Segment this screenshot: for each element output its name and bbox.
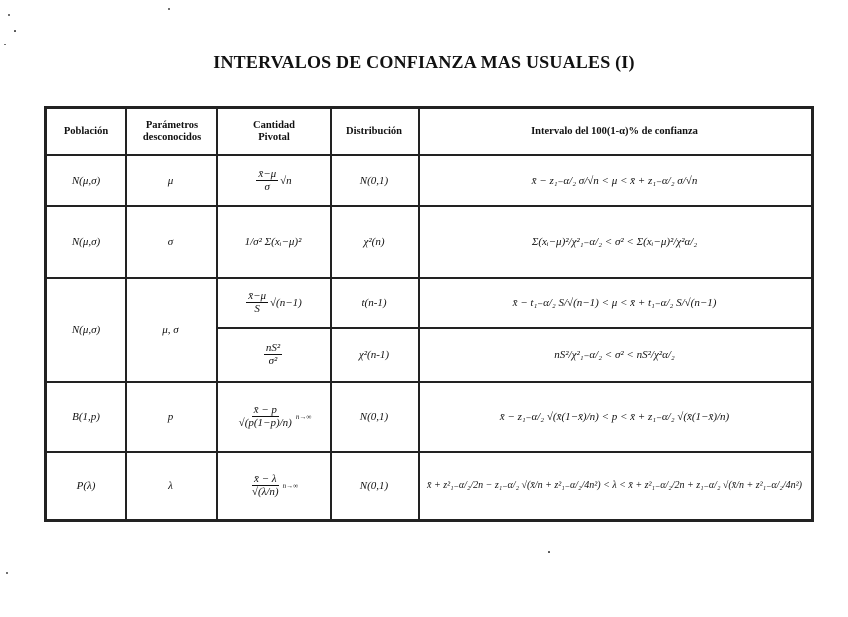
header-parametros: Parámetros desconocidos bbox=[142, 119, 202, 143]
piv4-denominator: σ² bbox=[268, 355, 278, 367]
row4-poblacion: B(1,p) bbox=[72, 410, 100, 423]
row4-distribucion: N(0,1) bbox=[359, 410, 389, 423]
page-title: INTERVALOS DE CONFIANZA MAS USUALES (I) bbox=[213, 52, 635, 72]
piv6-numerator: x̄ − λ bbox=[253, 473, 277, 485]
piv6-denominator: √(λ/n) bbox=[251, 486, 279, 498]
header-distribucion: Distribución bbox=[345, 125, 402, 137]
row3b-interval: nS²/χ²₁₋α/₂ < σ² < nS²/χ²α/₂ bbox=[554, 349, 675, 361]
header-cantidad: Cantidad Pivotal bbox=[252, 119, 295, 143]
row1-pivotal bbox=[216, 156, 330, 205]
row2-pivotal: 1/σ² Σ(xᵢ−μ)² bbox=[244, 235, 302, 248]
row1-parametros: μ bbox=[167, 174, 174, 187]
row5-interval: x̄ + z²₁₋α/₂/2n − z₁₋α/₂ √(x̄/n + z²₁₋α/₂/4n²) < λ < x̄ + z²₁₋α/₂/2n + z₁₋α/₂ √(x̄/n + z²₁₋α/₂/4n²) bbox=[427, 480, 802, 491]
row2-interval: Σ(xᵢ−μ)²/χ²₁₋α/₂ < σ² < Σ(xᵢ−μ)²/χ²α/₂ bbox=[531, 236, 698, 248]
row3a-pivotal bbox=[216, 278, 330, 327]
piv5-numerator: x̄ − p bbox=[253, 404, 277, 416]
confidence-interval-table bbox=[44, 106, 814, 522]
row3a-distribucion: t(n-1) bbox=[361, 296, 387, 309]
row1-distribucion: N(0,1) bbox=[359, 174, 389, 187]
piv1-tail: √n bbox=[280, 174, 292, 187]
row4-interval: x̄ − z₁₋α/₂ √(x̄(1−x̄)/n) < p < x̄ + z₁₋α/₂ √(x̄(1−x̄)/n) bbox=[499, 411, 730, 423]
piv1-numerator: x̄−μ bbox=[258, 168, 277, 180]
row5-pivotal bbox=[216, 452, 330, 519]
piv5-denominator: √(p(1−p)/n) bbox=[238, 417, 292, 429]
row3-parametros: μ, σ bbox=[162, 323, 179, 336]
row1-interval: x̄ − z₁₋α/₂ σ/√n < μ < x̄ + z₁₋α/₂ σ/√n bbox=[531, 175, 698, 187]
row4-parametros: p bbox=[167, 410, 174, 423]
header-poblacion: Población bbox=[63, 125, 109, 137]
row3b-distribucion: χ²(n-1) bbox=[358, 348, 390, 361]
row2-distribucion: χ²(n) bbox=[363, 235, 385, 248]
piv1-denominator: σ bbox=[264, 181, 270, 193]
row3b-pivotal bbox=[216, 328, 330, 381]
piv4-numerator: nS² bbox=[265, 342, 281, 354]
piv3-denominator: S bbox=[254, 303, 260, 315]
row5-distribucion: N(0,1) bbox=[359, 479, 389, 492]
row1-poblacion: N(μ,σ) bbox=[71, 174, 101, 187]
row2-poblacion: N(μ,σ) bbox=[71, 235, 101, 248]
piv6-limit: n→∞ bbox=[282, 481, 299, 490]
row5-poblacion: P(λ) bbox=[76, 479, 96, 492]
row3a-interval: x̄ − t₁₋α/₂ S/√(n−1) < μ < x̄ + t₁₋α/₂ S/√(n−1) bbox=[512, 297, 717, 309]
piv5-limit: n→∞ bbox=[295, 412, 312, 421]
piv3-tail: √(n−1) bbox=[270, 296, 302, 309]
row3-poblacion: N(μ,σ) bbox=[71, 323, 101, 336]
row5-parametros: λ bbox=[168, 479, 173, 492]
header-intervalo: Intervalo del 100(1-α)% de confianza bbox=[531, 125, 698, 137]
row4-pivotal bbox=[216, 382, 330, 451]
row2-parametros: σ bbox=[167, 235, 174, 248]
piv3-numerator: x̄−μ bbox=[248, 290, 267, 302]
